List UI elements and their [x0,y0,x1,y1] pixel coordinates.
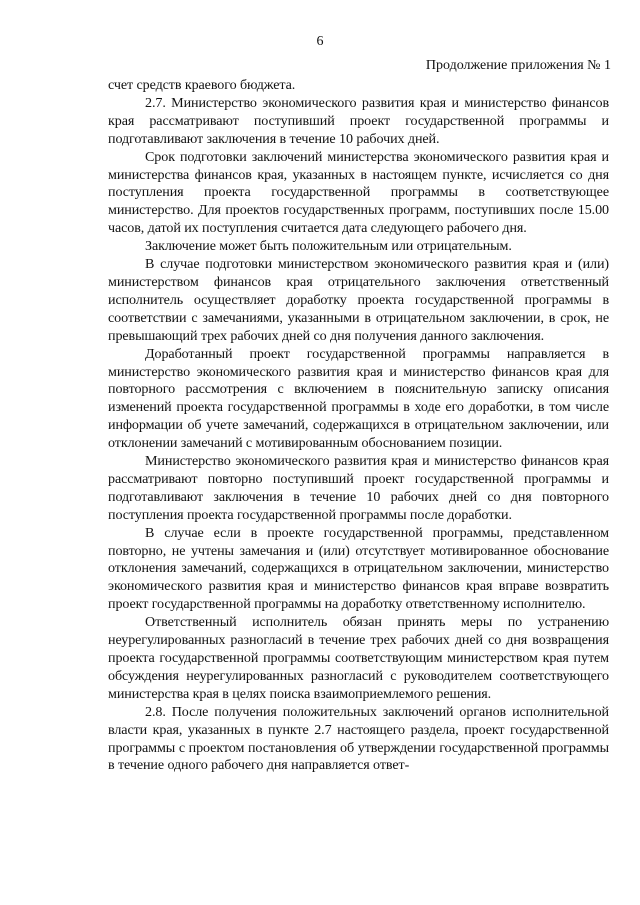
paragraph: счет средств краевого бюджета. [108,77,296,93]
paragraph: 2.8. После получения положительных заключений органов исполнительной власти края, указанных в пункте 2.7 настоящего раздела, проект государственной программы с проектом постановления об утверждении государственной программы в течение одного рабочего дня направляется ответ- [108,703,609,774]
appendix-label: Продолжение приложения № 1 [425,58,611,73]
paragraph: Заключение может быть положительным или отрицательным. [145,238,512,255]
page-number: 6 [316,34,324,49]
paragraph: Доработанный проект государственной программы направляется в министерство экономического развития края и министерство финансов края для повторного рассмотрения с включением в пояснительную записку описания изменений проекта государственной программы в ходе его доработки, в том числе информации об учете замечаний, содержащихся в отрицательном заключении, или отклонении замечаний с мотивированным обоснованием позиции. [108,345,609,452]
paragraph: 2.7. Министерство экономического развития края и министерство финансов края рассматривают поступивший проект государственной программы и подготавливают заключения в течение 10 рабочих дней. [108,94,609,147]
body-text [108,77,609,775]
paragraph: В случае если в проекте государственной программы, представленном повторно, не учтены замечания и (или) отсутствует мотивированное обоснование отклонения замечаний, содержащихся в отрицательном заключении, министерство экономического развития края и министерство финансов края вправе возвратить проект государственной программы на доработку ответственному исполнителю. [108,524,609,613]
paragraph: В случае подготовки министерством экономического развития края и (или) министерством финансов края отрицательного заключения ответственный исполнитель осуществляет доработку проекта государственной программы в соответствии с замечаниями, указанными в отрицательном заключении, в срок, не превышающий трех рабочих дней со дня получения данного заключения. [108,256,609,344]
paragraph: Ответственный исполнитель обязан принять меры по устранению неурегулированных разногласий в течение трех рабочих дней со дня возвращения проекта государственной программы соответствующим министерством края путем обсуждения неурегулированных разногласий с руководителем соответствующего министерства края в целях поиска взаимоприемлемого решения. [108,614,609,702]
paragraph: Министерство экономического развития края и министерство финансов края рассматривают повторно поступивший проект государственной программы и подготавливают заключения в течение 10 рабочих дней со дня повторного поступления проекта государственной программы после доработки. [108,453,609,523]
paragraph: Срок подготовки заключений министерства экономического развития края и министерства финансов края, указанных в настоящем пункте, исчисляется со дня поступления проекта государственной программы в соответствующее министерство. Для проектов государственных программ, поступивших после 15.00 часов, датой их поступления считается дата следующего рабочего дня. [108,148,609,237]
